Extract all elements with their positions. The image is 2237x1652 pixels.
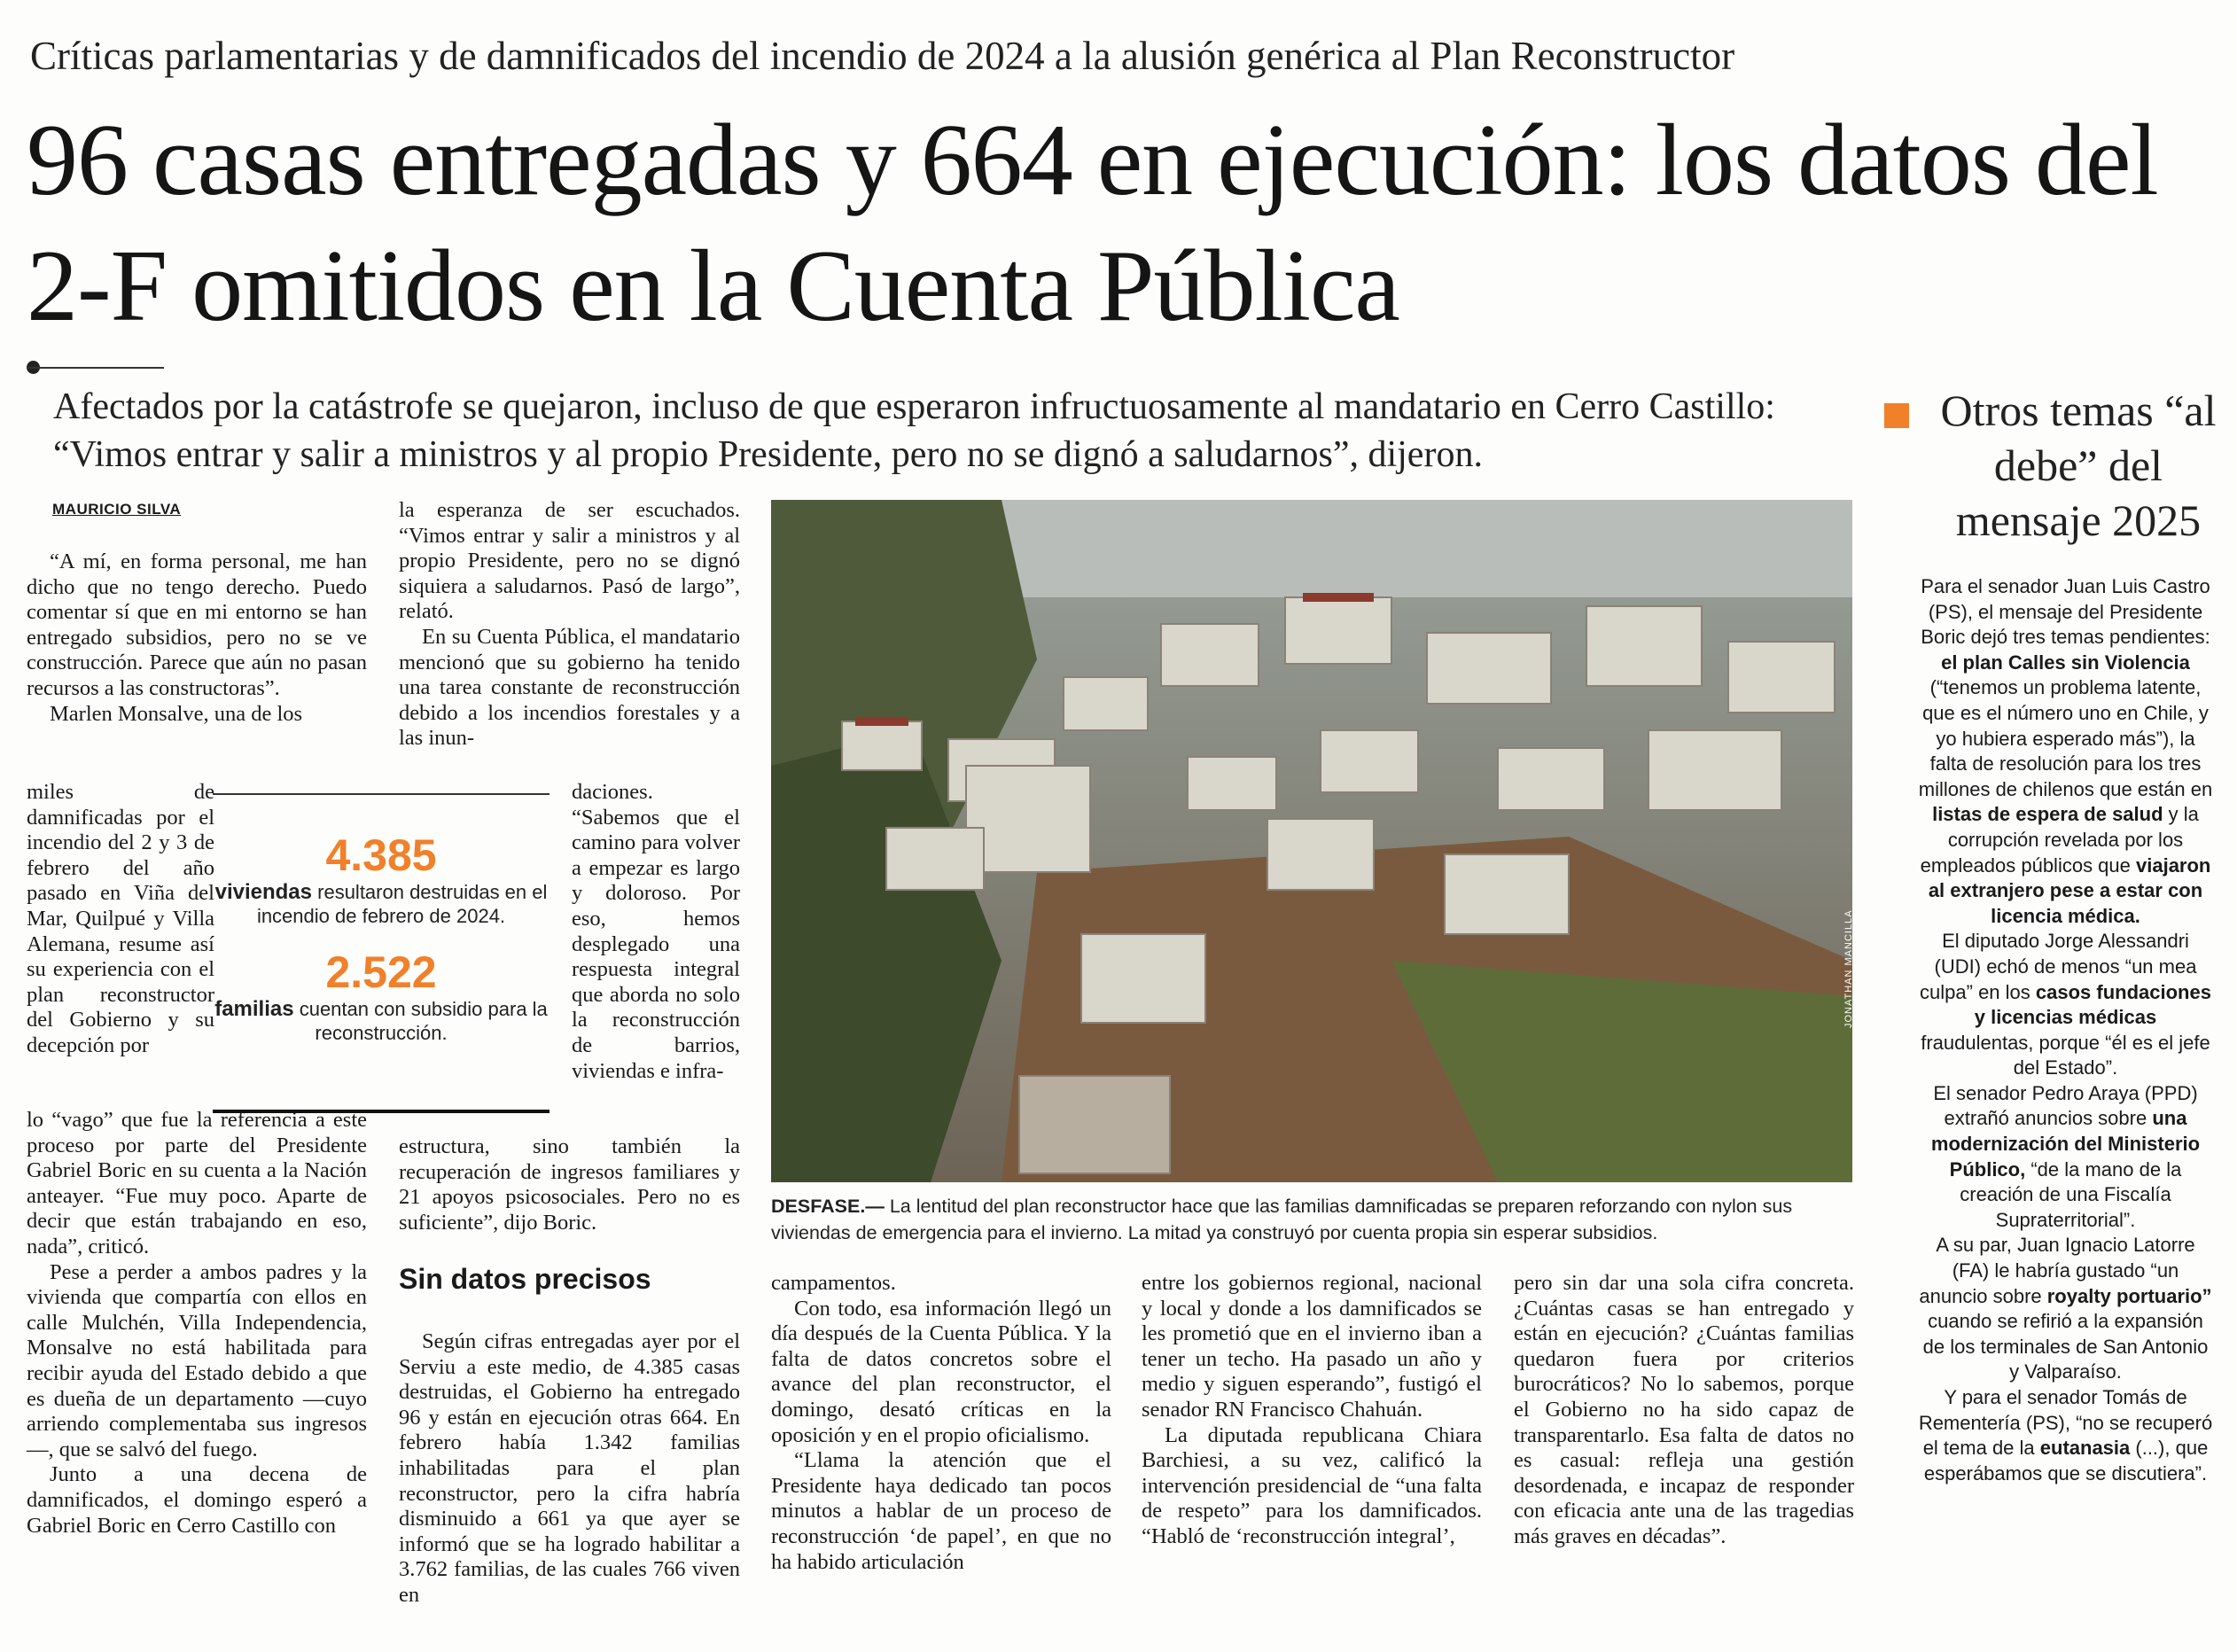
paragraph: “Llama la atención que el Presidente haya dedicado tan pocos minutos a hablar de un proceso de reconstrucción ‘de papel’, en que no ha habido articulación bbox=[771, 1448, 1111, 1574]
fact-desc: cuentan con subsidio para la reconstrucción. bbox=[293, 998, 548, 1044]
text: Y para el senador Tomás de Rementería (PS), “no se recuperó el tema de la bbox=[1918, 1386, 2213, 1460]
facts-box bbox=[213, 793, 550, 1113]
text-bold: el plan Calles sin Violencia bbox=[1941, 651, 2190, 674]
deck-rule bbox=[27, 367, 164, 369]
photo-caption bbox=[771, 1193, 1854, 1246]
kicker: Críticas parlamentarias y de damnificados del incendio de 2024 a la alusión genérica al Plan Reconstructor bbox=[30, 34, 1735, 78]
paragraph: miles de damnificadas por el incendio del 2 y 3 de febrero del año pasado en Viña del Mar, Quilpué y Villa Alemana, resume así su experiencia con el plan reconstructor del Gobierno y su decepción por bbox=[27, 780, 214, 1057]
column-4 bbox=[1142, 1271, 1482, 1550]
paragraph: estructura, sino también la recuperación de ingresos familiares y 21 apoyos psicosociales. Pero no es suficiente”, dijo Boric. bbox=[399, 1134, 740, 1235]
paragraph: La diputada republicana Chiara Barchiesi, a su vez, calificó la intervención presidencial de “una falta de respeto” para los damnificados. “Habló de ‘reconstrucción integral’, bbox=[1142, 1422, 1482, 1548]
column-3 bbox=[771, 1271, 1111, 1575]
paragraph: “A mí, en forma personal, me han dicho que no tengo derecho. Puedo comentar sí que en mi entorno se han entregado subsidios, pero no se ve construcción. Parece que aún no pasan recursos a las constructoras”. bbox=[27, 549, 367, 700]
column-2-top bbox=[399, 498, 740, 752]
photo-credit: JONATHAN MANCILLA bbox=[1843, 909, 1854, 1028]
sidebar-paragraph bbox=[1916, 1385, 2215, 1486]
column-1-narrow bbox=[27, 780, 214, 1059]
fact-number: 4.385 bbox=[325, 830, 437, 880]
text: El senador Pedro Araya (PPD) extrañó anuncios sobre bbox=[1933, 1081, 2198, 1130]
text: fraudulentas, porque “él es el jefe del Estado”. bbox=[1921, 1031, 2210, 1079]
paragraph: lo “vago” que fue la referencia a este proceso por parte del Presidente Gabriel Boric en su cuenta a la Nación anteayer. “Fue muy poco. Aparte de decir que están trabajando en eso, nada”, criticó. bbox=[27, 1108, 367, 1258]
byline: MAURICIO SILVA bbox=[52, 501, 182, 518]
text: (“tenemos un problema latente, que es el número uno en Chile, y yo hubiera esperado más”), la falta de resolución para los tres millones de chilenos que están en bbox=[1918, 676, 2213, 800]
column-2-narrow bbox=[572, 780, 740, 1084]
column-1-top bbox=[27, 549, 367, 727]
fact-keyword: familias bbox=[214, 997, 294, 1021]
text-bold: una modernización del Ministerio Público, bbox=[1930, 1107, 2201, 1181]
text-bold: eutanasia bbox=[2039, 1437, 2131, 1460]
sidebar-marker-icon bbox=[1884, 403, 1909, 428]
fact-desc: resultaron destruidas en el incendio de febrero de 2024. bbox=[256, 881, 548, 927]
paragraph: daciones. “Sabemos que el camino para volver a empezar es largo y doloroso. Por eso, hemos desplegado una respuesta integral que aborda no solo la reconstrucción de barrios, viviendas e infra- bbox=[572, 780, 740, 1083]
caption-lead: DESFASE.— bbox=[771, 1196, 885, 1217]
text: (...), que esperábamos que se discutiera”. bbox=[1923, 1437, 2209, 1484]
fact-keyword: viviendas bbox=[214, 880, 313, 904]
sidebar-paragraph bbox=[1916, 1081, 2215, 1234]
hillside-houses-image bbox=[771, 500, 1852, 1182]
sidebar-paragraph bbox=[1916, 1233, 2215, 1385]
subhead: Sin datos precisos bbox=[399, 1263, 651, 1295]
text-bold: listas de espera de salud bbox=[1932, 803, 2163, 826]
text: Para el senador Juan Luis Castro (PS), el mensaje del Presidente Boric dejó tres temas pendientes: bbox=[1921, 575, 2210, 649]
paragraph: pero sin dar una sola cifra concreta. ¿Cuántas casas se han entregado y están en ejecución? ¿Cuántas familias quedaron fuera por criterios burocráticos? No lo sabemos, porque el Gobierno no ha sido capaz de transparentarlo. Esa falta de datos no es casual: refleja una gestión desordenada, e incapaz de responder con eficacia ante una de las tragedias más graves en décadas”. bbox=[1514, 1271, 1854, 1548]
text: cuando se refirió a la expansión de los terminales de San Antonio y Valparaíso. bbox=[1922, 1310, 2209, 1383]
column-1-bottom bbox=[27, 1108, 367, 1539]
paragraph: Junto a una decena de damnificados, el domingo esperó a Gabriel Boric en Cerro Castillo con bbox=[27, 1462, 367, 1538]
sidebar-title: Otros temas “al debe” del mensaje 2025 bbox=[1940, 386, 2217, 545]
fact-number: 2.522 bbox=[325, 947, 437, 997]
paragraph: entre los gobiernos regional, nacional y local y donde a los damnificados se les prometió que en el invierno iban a tener un techo. Ha pasado un año y medio y siguen esperando”, fustigó el senador RN Francisco Chahuán. bbox=[1142, 1271, 1482, 1422]
fact-text bbox=[213, 880, 550, 928]
column-2-bottom bbox=[399, 1134, 740, 1235]
column-2-lower bbox=[399, 1329, 740, 1609]
text: “de la mano de la creación de una Fiscalía Supraterritorial”. bbox=[1960, 1157, 2182, 1231]
news-photo bbox=[771, 500, 1852, 1182]
text: A su par, Juan Ignacio Latorre (FA) le habría gustado “un anuncio sobre bbox=[1919, 1234, 2195, 1307]
text-bold: viajaron al extranjero pese a estar con licencia médica. bbox=[1928, 853, 2211, 927]
headline: 96 casas entregadas y 664 en ejecución: los datos del 2-F omitidos en la Cuenta Pública bbox=[27, 104, 2158, 343]
paragraph: la esperanza de ser escuchados. “Vimos entrar y salir a ministros y al propio Presidente, pero no se dignó siquiera a saludarnos. Pasó de largo”, relató. bbox=[399, 498, 740, 624]
paragraph: campamentos. bbox=[771, 1271, 896, 1295]
caption-text: La lentitud del plan reconstructor hace que las familias damnificadas se preparen reforzando con nylon sus viviendas de emergencia para el invierno. La mitad ya construyó por cuenta propia sin esperar subsidios. bbox=[771, 1196, 1793, 1243]
sidebar-paragraph bbox=[1916, 929, 2215, 1081]
text: y la corrupción revelada por los empleados públicos que bbox=[1920, 803, 2199, 877]
column-5 bbox=[1514, 1271, 1854, 1550]
paragraph: En su Cuenta Pública, el mandatario mencionó que su gobierno ha tenido una tarea constante de reconstrucción debido a los incendios forestales y a las inun- bbox=[399, 624, 740, 751]
text-bold: royalty portuario” bbox=[2046, 1284, 2212, 1307]
text-bold: casos fundaciones y licencias médicas bbox=[1974, 980, 2211, 1029]
sidebar-body bbox=[1916, 574, 2215, 1486]
paragraph: Con todo, esa información llegó un día después de la Cuenta Pública. Y la falta de datos concretos sobre el avance del plan reconstructor, el domingo, desató críticas en la oposición y en el propio oficialismo. bbox=[771, 1296, 1111, 1447]
deck: Afectados por la catástrofe se quejaron, incluso de que esperaron infructuosamente al mandatario en Cerro Castillo: “Vimos entrar y salir a ministros y al propio Presidente, pero no se dignó a saludarnos”, dijeron. bbox=[53, 386, 1775, 475]
fact-text bbox=[213, 997, 550, 1045]
text: El diputado Jorge Alessandri (UDI) echó de menos “un mea culpa” en los bbox=[1920, 930, 2197, 1003]
paragraph: Marlen Monsalve, una de los bbox=[50, 701, 303, 726]
paragraph: Según cifras entregadas ayer por el Serviu a este medio, de 4.385 casas destruidas, el Gobierno ha entregado 96 y están en ejecución otras 664. En febrero había 1.342 familias inhabilitadas para el plan reconstructor, pero la cifra habría disminuido a 661 ya que ayer se informó que se ha logrado habilitar a 3.762 familias, de las cuales 766 viven en bbox=[399, 1329, 740, 1607]
paragraph: Pese a perder a ambos padres y la vivienda que compartía con ellos en calle Mulchén, Villa Independencia, Monsalve no está habilitada para recibir ayuda del Estado debido a que es dueña de un departamento —cuyo arriendo complementaba sus ingresos—, que se salvó del fuego. bbox=[27, 1259, 367, 1461]
sidebar-paragraph bbox=[1916, 574, 2215, 929]
